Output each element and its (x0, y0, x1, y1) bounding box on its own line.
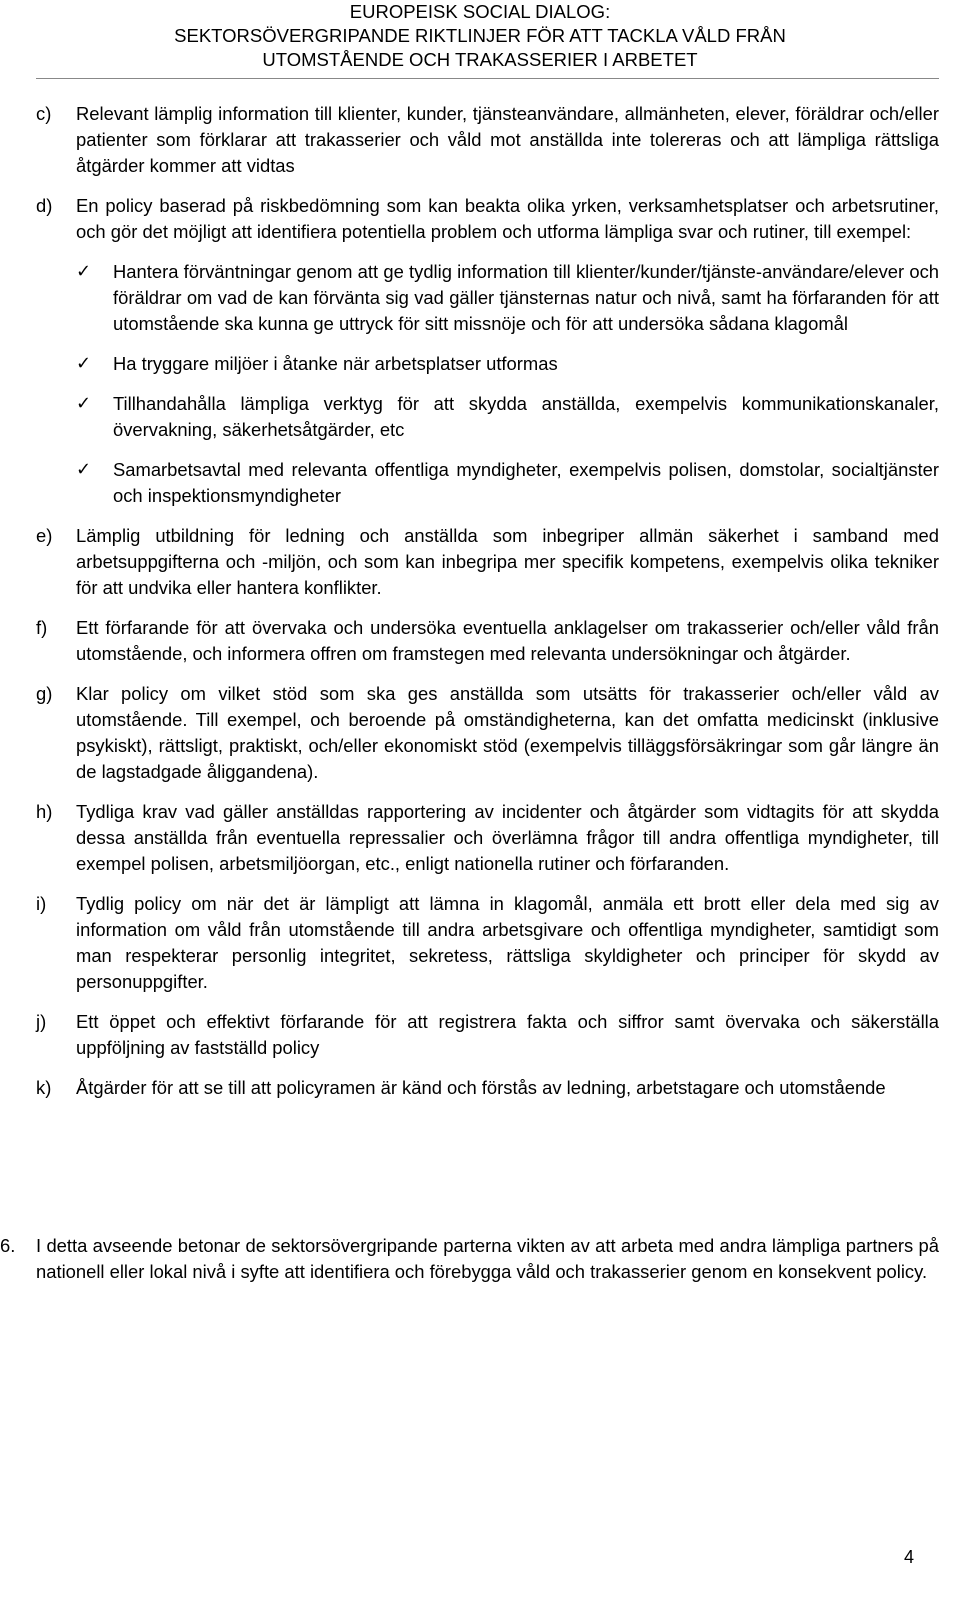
item-marker: f) (36, 617, 48, 638)
list-item-k (36, 1075, 939, 1101)
item-text: Relevant lämplig information till klienter, kunder, tjänsteanvändare, allmänheten, elever, föräldrar och/eller patienter som förklarar att trakasserier och våld mot anställda inte tolereras och att lämpliga rättsliga åtgärder kommer att vidtas (76, 103, 939, 176)
item-marker: d) (36, 195, 53, 216)
list-item-f (36, 615, 939, 667)
item-marker: g) (36, 683, 53, 704)
item-text: En policy baserad på riskbedömning som kan beakta olika yrken, verksamhetsplatser och arbetsrutiner, och gör det möjligt att identifiera potentiella problem och utforma lämpliga svar och rutiner, till exempel: (76, 195, 939, 242)
checklist-item (76, 391, 939, 443)
checklist-text: Ha tryggare miljöer i åtanke när arbetsplatser utformas (113, 353, 558, 374)
list-item-h (36, 799, 939, 877)
list-item-j (36, 1009, 939, 1061)
page-number (0, 1545, 924, 1569)
checkmark-icon: ✓ (76, 459, 92, 480)
item-text: Lämplig utbildning för ledning och anställda som inbegriper allmän säkerhet i samband med arbetsuppgifterna och -miljön, och som kan inbegripa mer specifik kompetens, exempelvis olika tekniker för att undvika eller hantera konflikter. (76, 525, 939, 598)
item-text: Ett öppet och effektivt förfarande för att registrera fakta och siffror samt övervaka och säkerställa uppföljning av fastställd policy (76, 1011, 939, 1058)
item-marker: h) (36, 801, 53, 822)
checklist-text: Hantera förväntningar genom att ge tydlig information till klienter/kunder/tjänste-användare/elever och föräldrar om vad de kan förvänta sig vad gäller tjänsternas natur och nivå, samt ha förfaranden för att utomstående ska kunna ge uttryck för sitt missnöje och för att undersöka sådana klagomål (113, 261, 939, 334)
checklist-item (76, 351, 939, 377)
checkmark-icon: ✓ (76, 261, 92, 282)
list-item-g (36, 681, 939, 785)
item-text: Tydliga krav vad gäller anställdas rapportering av incidenter och åtgärder som vidtagits för att skydda dessa anställda från eventuella repressalier och överlämna frågor till andra offentliga myndigheter, till exempel polisen, arbetsmiljöorgan, etc., enligt nationella rutiner och förfaranden. (76, 801, 939, 874)
list-item-e (36, 523, 939, 601)
policy-list (36, 101, 939, 1115)
checkmark-icon: ✓ (76, 353, 92, 374)
item-text: Tydlig policy om när det är lämpligt att lämna in klagomål, anmäla ett brott eller dela med sig av information om våld från utomstående till andra arbetsgivare och offentliga myndigheter, samtidigt som man respekterar personlig integritet, sekretess, rättsliga skyldigheter och principer för skydd av personuppgifter. (76, 893, 939, 992)
item-marker: j) (36, 1011, 47, 1032)
item-text: Klar policy om vilket stöd som ska ges anställda som utsätts för trakasserier och/eller våld av utomstående. Till exempel, och beroende på omständigheterna, kan det omfatta medicinskt (inklusive psykiskt), rättsligt, praktiskt, och/eller ekonomiskt stöd (exempelvis tilläggsförsäkringar som går längre än de lagstadgade åliggandena). (76, 683, 939, 782)
item-body (76, 193, 939, 509)
item-text: Åtgärder för att se till att policyramen är känd och förstås av ledning, arbetstagare och utomstående (76, 1077, 886, 1098)
numbered-paragraph-6 (0, 1233, 939, 1285)
list-item-d (36, 193, 939, 509)
header-line-3: UTOMSTÅENDE OCH TRAKASSERIER I ARBETET (262, 49, 698, 70)
paragraph-text: I detta avseende betonar de sektorsövergripande parterna vikten av att arbeta med andra lämpliga partners på nationell eller lokal nivå i syfte att identifiera och förebygga våld och trakasserier genom en konsekvent policy. (36, 1235, 939, 1282)
list-item-c (36, 101, 939, 179)
item-marker: c) (36, 103, 52, 124)
checklist-text: Tillhandahålla lämpliga verktyg för att skydda anställda, exempelvis kommunikationskanaler, övervakning, säkerhetsåtgärder, etc (113, 393, 939, 440)
header-divider (36, 78, 939, 79)
document-header (0, 0, 960, 72)
header-line-2: SEKTORSÖVERGRIPANDE RIKTLINJER FÖR ATT TACKLA VÅLD FRÅN (174, 25, 786, 46)
checklist (76, 259, 939, 509)
checklist-text: Samarbetsavtal med relevanta offentliga myndigheter, exempelvis polisen, domstolar, socialtjänster och inspektionsmyndigheter (113, 459, 939, 506)
page-number-value: 4 (903, 1547, 914, 1567)
paragraph-number: 6. (0, 1235, 16, 1256)
header-line-1: EUROPEISK SOCIAL DIALOG: (349, 1, 611, 22)
list-item-i (36, 891, 939, 995)
checklist-item (76, 457, 939, 509)
item-marker: e) (36, 525, 53, 546)
checklist-item (76, 259, 939, 337)
item-marker: i) (36, 893, 47, 914)
item-text: Ett förfarande för att övervaka och undersöka eventuella anklagelser om trakasserier och/eller våld från utomstående, och informera offren om framstegen med relevanta undersökningar och åtgärder. (76, 617, 939, 664)
checkmark-icon: ✓ (76, 393, 92, 414)
item-marker: k) (36, 1077, 52, 1098)
